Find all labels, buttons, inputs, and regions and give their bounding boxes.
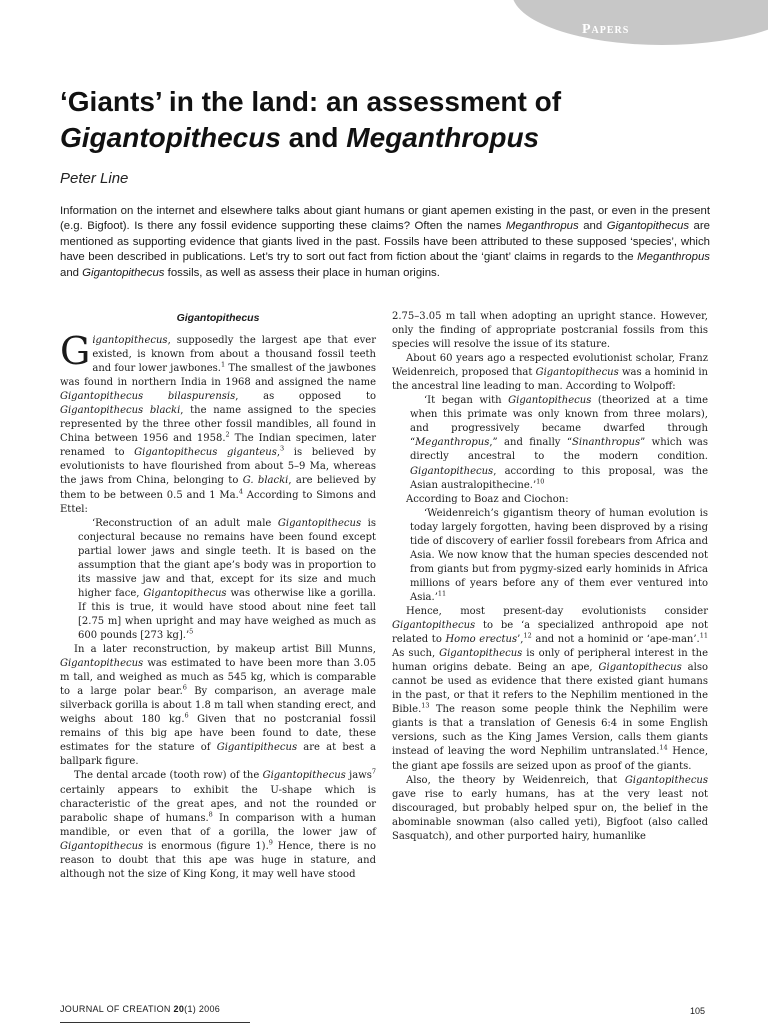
body-text: , the name assigned to the species represented by the three other fossil mandibles, all found in China between 1956 and 1958. xyxy=(60,405,376,445)
footnote-ref: 3 xyxy=(280,445,285,454)
footer-journal-name: JOURNAL OF CREATION xyxy=(60,1004,174,1014)
footnote-ref: 6 xyxy=(182,683,187,692)
body-text: also cannot be used as evidence that there existed giant humans in the past, or that it refers to the Nephilim mentioned in the Bible. xyxy=(392,662,708,716)
body-text: was otherwise like a gorilla. If this is true, it would have stood about nine feet tall [2.75 m] when upright and may have weighed as much as 600 pounds [273 kg].’ xyxy=(78,587,376,641)
paragraph: According to Boaz and Ciochon: xyxy=(406,493,569,505)
italic-text: Gigantopithecus xyxy=(508,395,592,407)
block-quote xyxy=(410,394,708,492)
body-text: ‘Weidenreich’s gigantism theory of human evolution is today largely forgotten, having been disproved by a rising tide of discovery of earlier fossil forebears from Africa and Asia. We now know that the human species descended not from giants but from pygmy-sized early hominids in Africa millions of years before any of them ever ventured into Asia.’ xyxy=(410,507,708,603)
italic-text: G. blacki xyxy=(242,475,289,487)
body-text: In comparison with a human mandible, or even that of a gorilla, the lower jaw of xyxy=(60,812,376,838)
body-text: In a later reconstruction, by makeup artist Bill Munns, xyxy=(74,644,376,656)
footer-journal-citation xyxy=(60,1004,220,1014)
author-name: Peter Line xyxy=(60,170,129,187)
body-text: , as opposed to xyxy=(235,391,376,403)
body-text: About 60 years ago a respected evolutionist scholar, Franz Weidenreich, proposed that xyxy=(392,353,708,379)
title-and: and xyxy=(280,122,347,153)
body-text: ‘Reconstruction of an adult male xyxy=(92,517,278,529)
body-text: , supposedly the largest ape that ever existed, is known from about a thousand fossil teeth and four lower jawbones. xyxy=(92,335,376,375)
block-quote xyxy=(78,517,376,643)
footnote-ref: 2 xyxy=(225,431,230,439)
title-italic-gigantopithecus: Gigantopithecus xyxy=(60,122,281,153)
italic-text: Gigantopithecus xyxy=(262,770,346,782)
body-text: gave rise to early humans, has at the very least not discouraged, but probably helped spur on, the belief in the abominable snowman (also called yeti), Bigfoot (also called Sasquatch), and other purported hairy, humanlike xyxy=(392,788,708,842)
body-text: The Indian specimen, later renamed to xyxy=(60,433,376,459)
section-tab-label: Papers xyxy=(582,22,630,37)
section-heading: Gigantopithecus xyxy=(176,312,260,324)
abstract-text: fossils, as well as assess their place in human origins. xyxy=(164,266,440,279)
body-text: Hence, most present-day evolutionists consider xyxy=(406,605,708,617)
body-text: is conjectural because no remains have been found except partial lower jaws and single teeth. It is based on the assumption that the giant ape’s body was in proportion to its massive jaw and that, except for its size and much higher face, xyxy=(78,517,376,599)
abstract-text: and xyxy=(60,266,83,279)
italic-text: Homo erectus xyxy=(445,634,518,646)
body-text: Hence, the giant ape fossils are seized upon as proof of the giants. xyxy=(392,746,708,772)
paragraph xyxy=(60,329,376,517)
footer-divider xyxy=(60,1022,250,1023)
italic-text: Gigantopithecus xyxy=(439,648,523,660)
body-text: ’, xyxy=(517,634,524,646)
body-text: to be ‘a specialized anthropoid ape not related to xyxy=(392,620,708,646)
body-text: , are believed by them to be between 0.5 and 1 Ma. xyxy=(60,475,376,501)
italic-text: Gigantopithecus giganteus xyxy=(134,447,277,459)
abstract-italic: Meganthropus xyxy=(637,251,710,264)
abstract xyxy=(60,204,710,281)
abstract-italic: Gigantopithecus xyxy=(606,220,690,233)
body-text: and not a hominid or ‘ape-man’. xyxy=(531,634,700,646)
body-text: is believed by evolutionists to have flourished from about 5–9 Ma, whereas the jaws from China, belonging to xyxy=(60,447,376,487)
body-text: ‘It began with xyxy=(424,395,509,407)
body-text: certainly appears to exhibit the U-shape which is characteristic of the great apes, and not the rounded or parabolic shape of humans. xyxy=(60,784,376,824)
italic-text: Gigantopithecus xyxy=(392,620,476,632)
italic-text: Gigantopithecus xyxy=(60,840,144,852)
footnote-ref: 6 xyxy=(184,711,189,720)
paragraph xyxy=(392,352,708,394)
paragraph xyxy=(60,643,376,769)
right-column xyxy=(392,310,708,844)
body-text: By comparison, an average male silverback gorilla is about 1.8 m tall when standing erect, and weighs about 180 kg. xyxy=(60,686,376,726)
body-text: jaws xyxy=(345,770,372,782)
paragraph xyxy=(392,605,708,774)
body-text: According to Simons and Ettel: xyxy=(60,489,376,515)
footnote-ref: 12 xyxy=(523,631,532,640)
italic-text: Gigantopithecus xyxy=(535,367,619,379)
paragraph xyxy=(392,774,708,844)
italic-text: igantopithecus xyxy=(92,335,168,346)
page-number: 105 xyxy=(690,1006,706,1016)
italic-text: Sinanthropus xyxy=(571,437,641,449)
body-text: ,” and finally “ xyxy=(489,437,572,449)
body-text: is enormous (figure 1). xyxy=(143,840,269,852)
footer-issue: (1) 2006 xyxy=(184,1004,221,1014)
body-text: ” which was directly ancestral to the modern condition. xyxy=(410,437,708,463)
body-text: The reason some people think the Nephilim were giants is that a translation of Genesis 6:4 in some English versions, such as the King James Version, calls them giants instead of leaving the word Nephilim untranslated. xyxy=(392,704,708,758)
title-italic-meganthropus: Meganthropus xyxy=(346,122,540,153)
footnote-ref: 4 xyxy=(238,487,243,496)
title-text: ‘Giants’ in the land: an assessment of xyxy=(60,86,562,117)
body-text: (theorized at a time when this primate was only known from three molars), and progressively became dwarfed through “ xyxy=(410,395,708,449)
body-text: The smallest of the jawbones was found in northern India in 1968 and assigned the name xyxy=(60,363,376,389)
body-text: was a hominid in the ancestral line leading to man. According to Wolpoff: xyxy=(392,367,708,393)
body-text: Given that no postcranial fossil remains of this big ape have been found to date, these estimates for the stature of xyxy=(60,714,376,754)
body-text: Also, the theory by Weidenreich, that xyxy=(406,774,625,786)
footnote-ref: 10 xyxy=(536,477,545,486)
left-column xyxy=(60,310,376,882)
body-text: is only of peripheral interest in the human origins debate. Being an ape, xyxy=(392,648,708,674)
italic-text: Gigantipithecus xyxy=(216,742,298,754)
abstract-italic: Gigantopithecus xyxy=(82,266,165,279)
drop-cap: G xyxy=(60,329,91,373)
body-text: As such, xyxy=(392,648,440,660)
footnote-ref: 11 xyxy=(699,631,709,640)
footnote-ref: 7 xyxy=(371,768,376,777)
article-title xyxy=(60,84,720,156)
paragraph xyxy=(60,769,376,881)
italic-text: Gigantopithecus xyxy=(624,774,708,786)
abstract-text: Information on the internet and elsewhere talks about giant humans or giant apemen existing in the past, or even in the present (e.g. Bigfoot). Is there any fossil evidence supporting these claims? Often the names xyxy=(60,205,710,233)
italic-text: Gigantopithecus bilaspurensis xyxy=(60,391,236,403)
body-text: , according to this proposal, was the Asian australopithecine.’ xyxy=(410,465,708,491)
italic-text: Gigantopithecus xyxy=(410,465,494,477)
paragraph: 2.75–3.05 m tall when adopting an upright stance. However, only the finding of appropriate postcranial fossils from this species will resolve the issue of its stature. xyxy=(392,311,708,351)
footnote-ref: 13 xyxy=(421,701,430,710)
footer-volume: 20 xyxy=(173,1004,185,1014)
body-text: are at best a ballpark figure. xyxy=(60,742,376,768)
footnote-ref: 11 xyxy=(437,589,447,598)
footnote-ref: 8 xyxy=(208,810,213,819)
footnote-ref: 9 xyxy=(268,838,273,847)
abstract-text: are mentioned as supporting evidence that giants lived in the past. Fossils have been attributed to these supposed ‘species’, which have been described in publications. Let’s try to sort out fact from fiction about the ‘giant’ claims in regards to the xyxy=(60,220,711,264)
footnote-ref: 5 xyxy=(189,627,194,636)
italic-text: Meganthropus xyxy=(415,437,490,449)
italic-text: Gigantopithecus xyxy=(143,587,227,599)
section-tab-shape xyxy=(512,0,768,45)
footnote-ref: 1 xyxy=(220,360,226,369)
italic-text: Gigantopithecus xyxy=(277,517,362,529)
italic-text: Gigantopithecus xyxy=(598,662,682,674)
footnote-ref: 14 xyxy=(659,744,668,753)
italic-text: Gigantopithecus blacki xyxy=(60,405,181,417)
body-text: Hence, there is no reason to doubt that this ape was huge in stature, and although not the size of King Kong, it may well have stood xyxy=(60,840,376,880)
body-text: was estimated to have been more than 3.05 m tall, and weighed as much as 545 kg, which is comparable to a large polar bear. xyxy=(60,658,376,698)
block-quote xyxy=(410,507,708,605)
body-text: The dental arcade (tooth row) of the xyxy=(74,770,263,782)
abstract-italic: Meganthropus xyxy=(505,220,579,233)
abstract-text: and xyxy=(578,220,607,233)
body-text: , xyxy=(276,447,281,459)
italic-text: Gigantopithecus xyxy=(60,658,144,670)
